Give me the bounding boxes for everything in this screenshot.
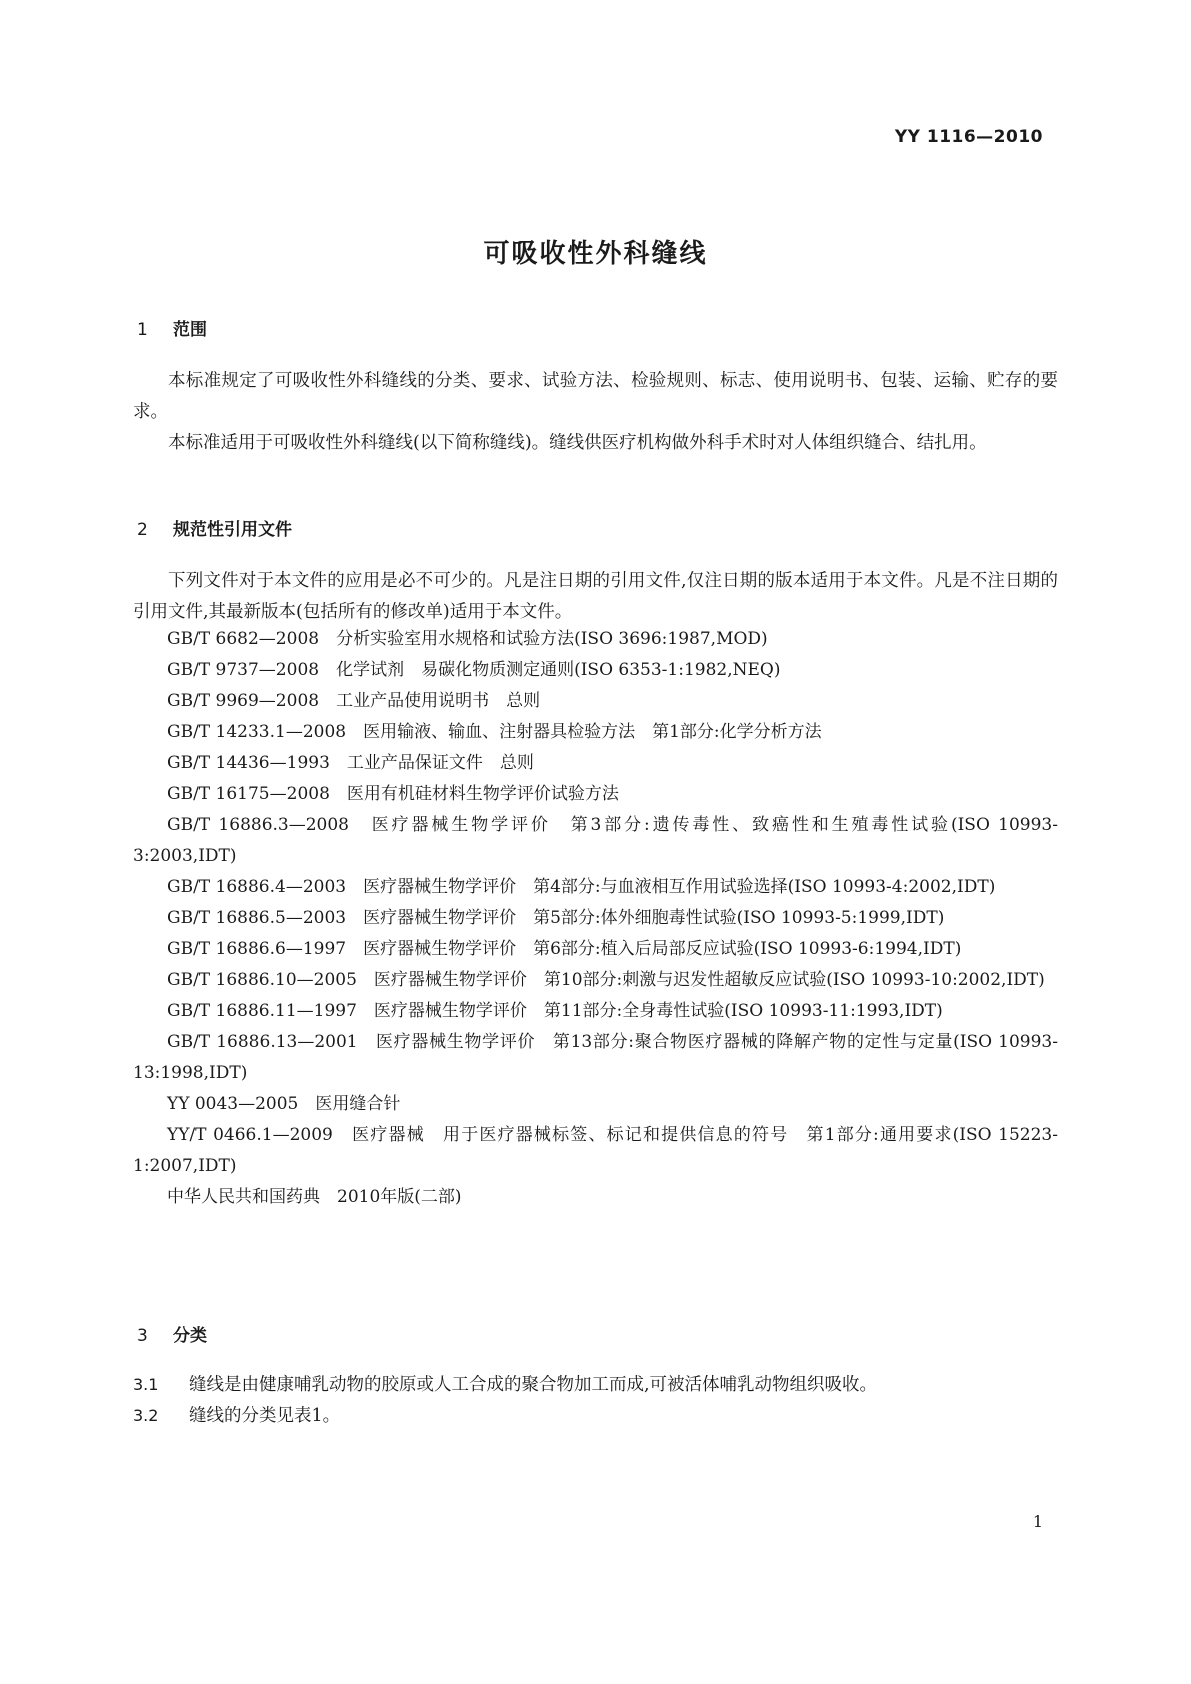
reference-item: GB/T 16886.6—1997 医疗器械生物学评价 第6部分:植入后局部反应试验(ISO 10993-6:1994,IDT)	[167, 939, 962, 959]
clause-3-2	[133, 1400, 1058, 1432]
reference-item: GB/T 6682—2008 分析实验室用水规格和试验方法(ISO 3696:1987,MOD)	[167, 629, 768, 649]
section-number: 3	[137, 1326, 148, 1346]
document-title: 可吸收性外科缝线	[483, 239, 708, 269]
section-number: 2	[137, 520, 148, 540]
clause-3-1	[133, 1369, 1058, 1401]
reference-item: GB/T 9737—2008 化学试剂 易碳化物质测定通则(ISO 6353-1:1982,NEQ)	[167, 660, 781, 680]
reference-item: GB/T 16886.5—2003 医疗器械生物学评价 第5部分:体外细胞毒性试验(ISO 10993-5:1999,IDT)	[167, 908, 945, 928]
clause-text: 缝线的分类见表1。	[189, 1406, 341, 1426]
reference-item: YY/T 0466.1—2009 医疗器械 用于医疗器械标签、标记和提供信息的符号 第1部分:通用要求(ISO 15223-1:2007,IDT)	[133, 1125, 1058, 1176]
section-number: 1	[137, 320, 148, 340]
reference-item: GB/T 16886.3—2008 医疗器械生物学评价 第3部分:遗传毒性、致癌性和生殖毒性试验(ISO 10993-3:2003,IDT)	[133, 815, 1058, 866]
standard-number: YY 1116—2010	[894, 127, 1043, 147]
reference-item: GB/T 9969—2008 工业产品使用说明书 总则	[167, 691, 541, 711]
reference-item: GB/T 14436—1993 工业产品保证文件 总则	[167, 753, 534, 773]
section-heading-classification	[137, 1321, 207, 1346]
reference-item: GB/T 16886.11—1997 医疗器械生物学评价 第11部分:全身毒性试验(ISO 10993-11:1993,IDT)	[167, 1001, 943, 1021]
reference-list	[133, 624, 1058, 1213]
reference-item: YY 0043—2005 医用缝合针	[167, 1094, 401, 1114]
reference-item: GB/T 16886.4—2003 医疗器械生物学评价 第4部分:与血液相互作用试验选择(ISO 10993-4:2002,IDT)	[167, 877, 996, 897]
section-title: 范围	[173, 320, 207, 340]
reference-item: GB/T 16175—2008 医用有机硅材料生物学评价试验方法	[167, 784, 619, 804]
reference-item: GB/T 16886.13—2001 医疗器械生物学评价 第13部分:聚合物医疗器械的降解产物的定性与定量(ISO 10993-13:1998,IDT)	[133, 1032, 1058, 1083]
section-heading-normative	[137, 515, 292, 540]
normative-intro-paragraph: 下列文件对于本文件的应用是必不可少的。凡是注日期的引用文件,仅注日期的版本适用于本文件。凡是不注日期的引用文件,其最新版本(包括所有的修改单)适用于本文件。	[133, 571, 1058, 622]
scope-paragraph: 本标准规定了可吸收性外科缝线的分类、要求、试验方法、检验规则、标志、使用说明书、包装、运输、贮存的要求。	[133, 371, 1058, 422]
section-title: 分类	[173, 1326, 207, 1346]
scope-body	[133, 366, 1058, 459]
page-number: 1	[1032, 1512, 1043, 1531]
clause-text: 缝线是由健康哺乳动物的胶原或人工合成的聚合物加工而成,可被活体哺乳动物组织吸收。	[189, 1375, 878, 1395]
reference-item: 中华人民共和国药典 2010年版(二部)	[167, 1187, 462, 1207]
reference-item: GB/T 14233.1—2008 医用输液、输血、注射器具检验方法 第1部分:化学分析方法	[167, 722, 822, 742]
section-title: 规范性引用文件	[173, 520, 292, 540]
clause-number: 3.2	[133, 1406, 159, 1425]
reference-item: GB/T 16886.10—2005 医疗器械生物学评价 第10部分:刺激与迟发性超敏反应试验(ISO 10993-10:2002,IDT)	[167, 970, 1045, 990]
normative-intro	[133, 566, 1058, 628]
clause-number: 3.1	[133, 1375, 159, 1394]
scope-paragraph: 本标准适用于可吸收性外科缝线(以下简称缝线)。缝线供医疗机构做外科手术时对人体组织缝合、结扎用。	[168, 433, 987, 453]
section-heading-scope	[137, 315, 207, 340]
